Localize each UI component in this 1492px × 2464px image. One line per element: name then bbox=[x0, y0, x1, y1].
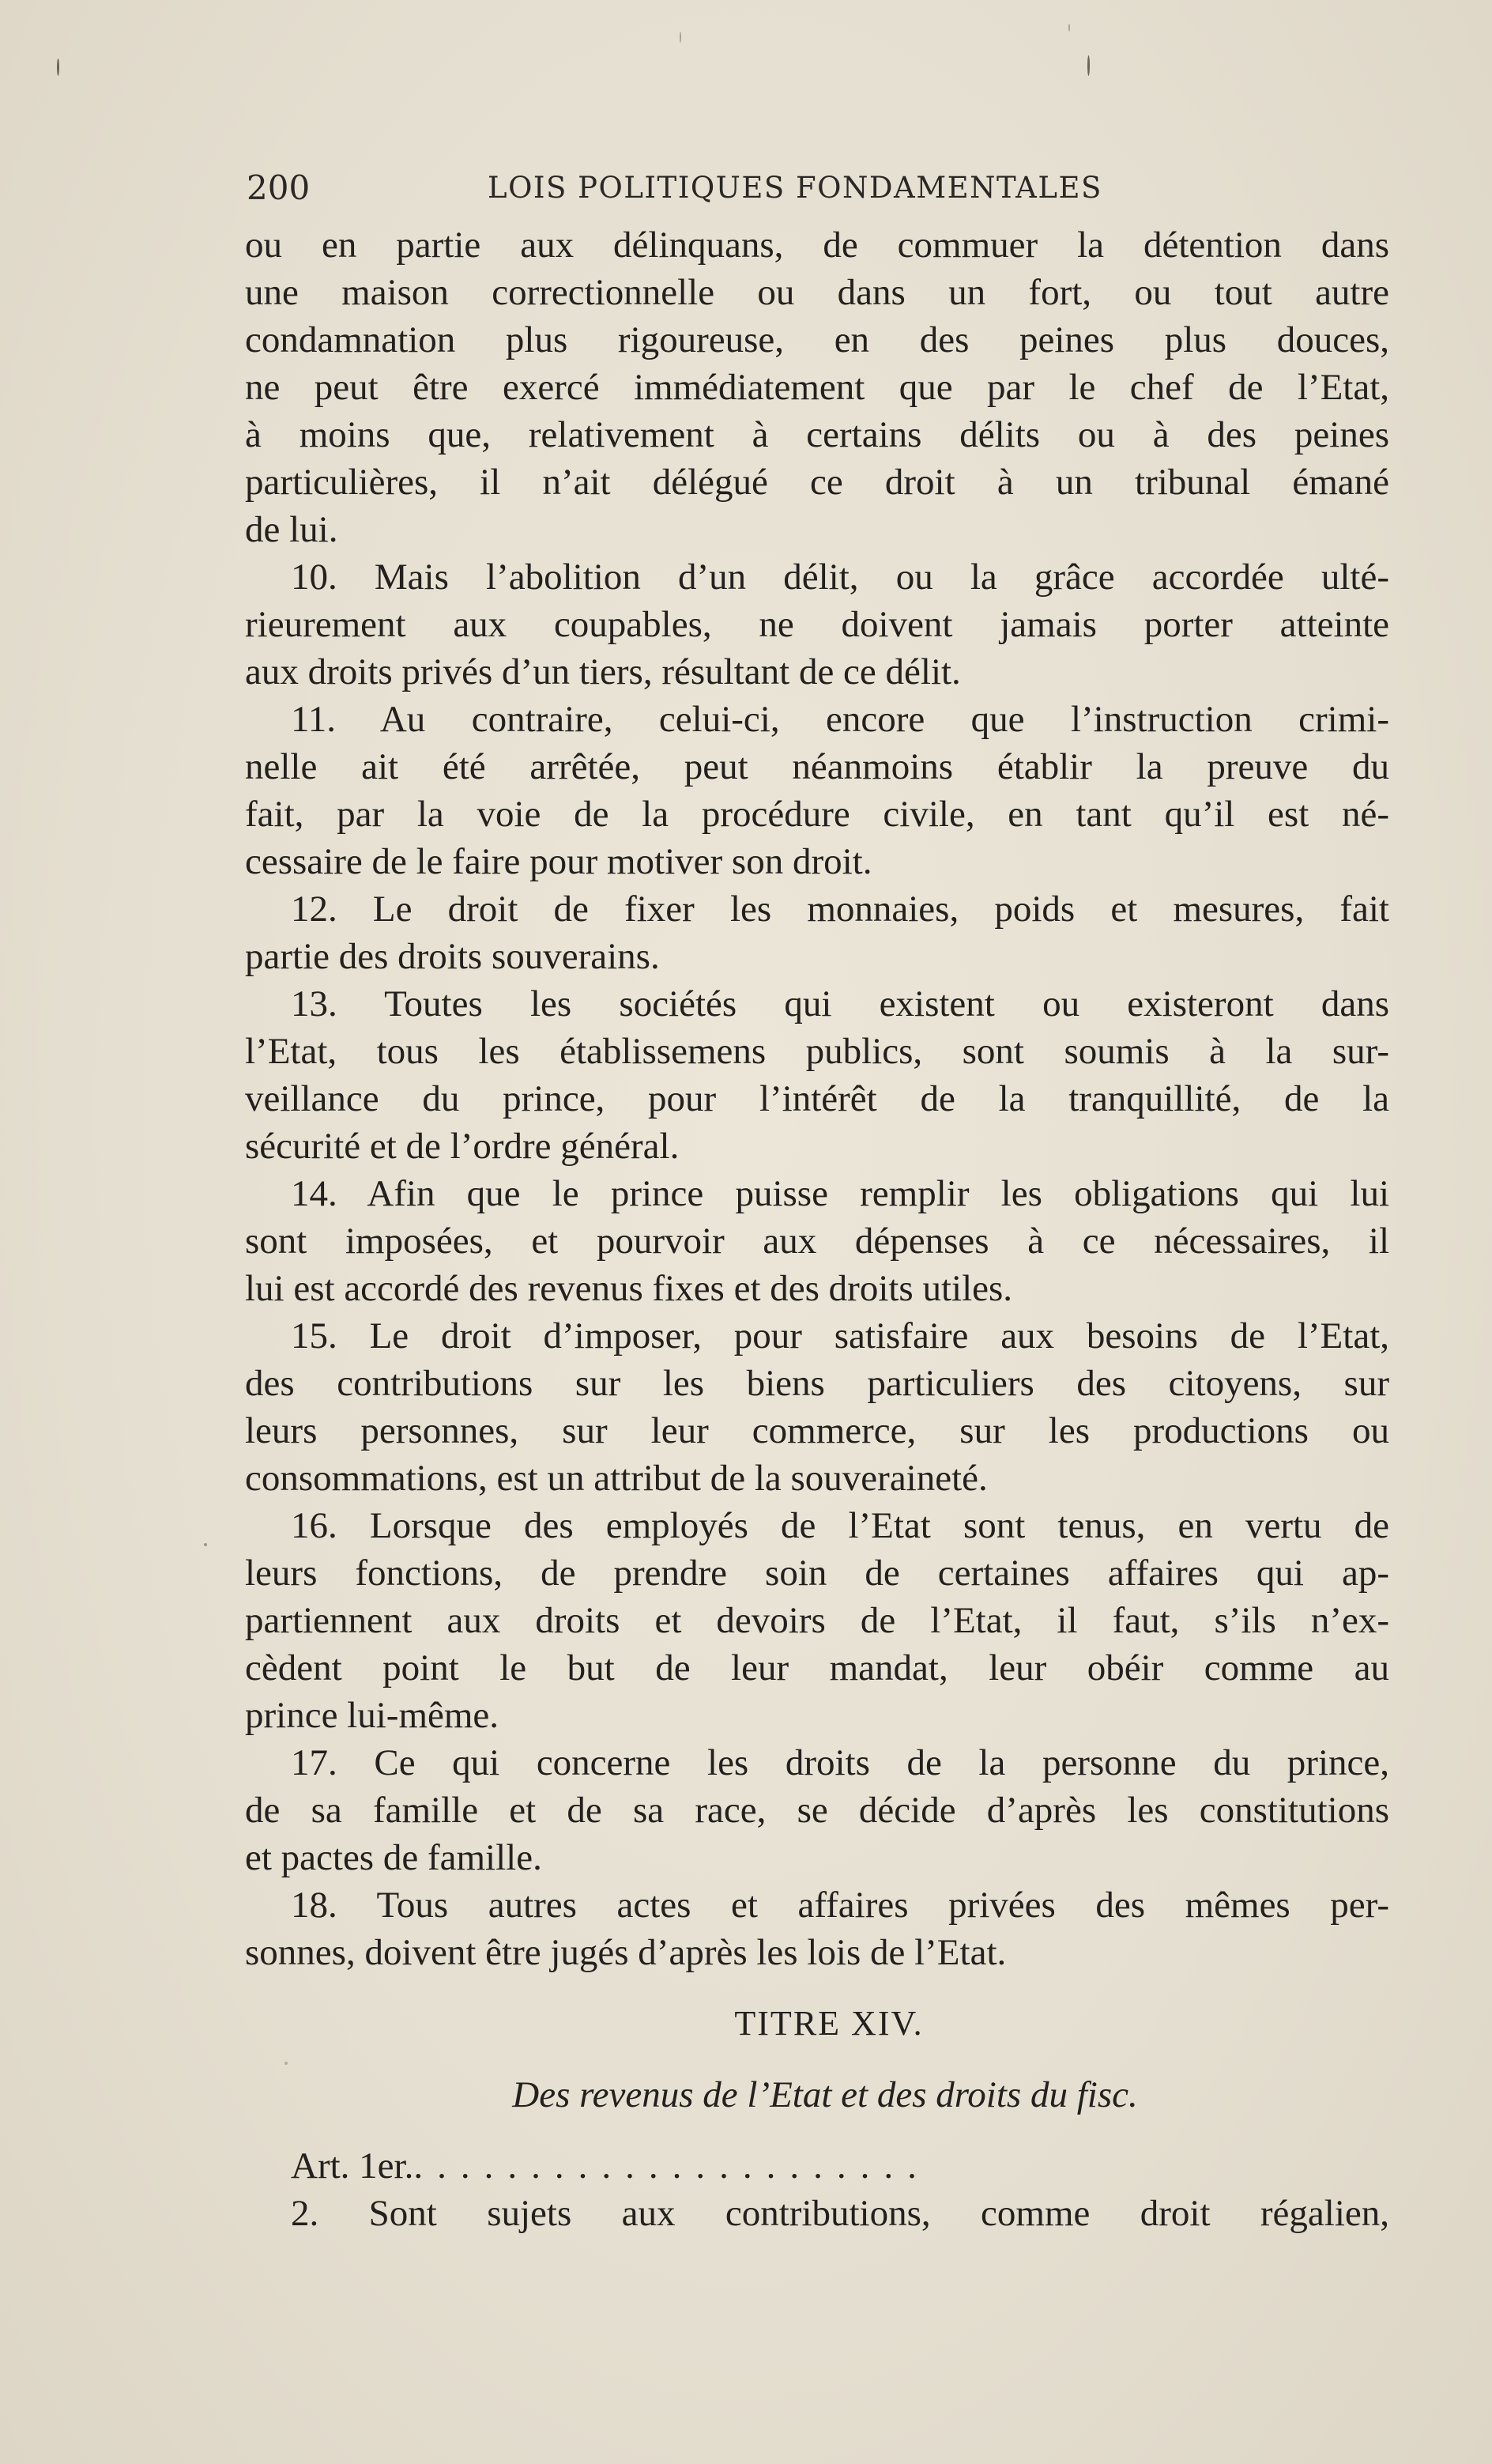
text-line: 18. Tous autres actes et affaires privées des mêmes per- bbox=[291, 1885, 1389, 1926]
text-line: cèdent point le but de leur mandat, leur obéir comme au bbox=[245, 1647, 1389, 1689]
spacer bbox=[245, 1976, 1389, 2000]
text-line: rieurement aux coupables, ne doivent jamais porter atteinte bbox=[245, 604, 1389, 645]
text-line: prince lui-même. bbox=[245, 1695, 499, 1736]
article-13 bbox=[245, 980, 1389, 1170]
spacer bbox=[245, 2119, 1389, 2142]
margin-speck bbox=[1068, 24, 1070, 32]
text-line: fait, par la voie de la procédure civile, en tant qu’il est né- bbox=[245, 794, 1389, 835]
text-line: 17. Ce qui concerne les droits de la personne du prince, bbox=[291, 1742, 1389, 1783]
text-line: 11. Au contraire, celui-ci, encore que l’instruction crimi- bbox=[291, 699, 1389, 740]
article-17 bbox=[245, 1739, 1389, 1881]
text-line: 13. Toutes les sociétés qui existent ou existeront dans bbox=[291, 983, 1389, 1024]
margin-speck bbox=[1087, 55, 1090, 76]
text-line: de lui. bbox=[245, 509, 338, 550]
text-line: et pactes de famille. bbox=[245, 1837, 542, 1878]
text-line: sonnes, doivent être jugés d’après les lois de l’Etat. bbox=[245, 1932, 1007, 1973]
text-line: 10. Mais l’abolition d’un délit, ou la grâce accordée ulté- bbox=[291, 557, 1389, 598]
text-line: 12. Le droit de fixer les monnaies, poids et mesures, fait bbox=[291, 889, 1389, 930]
page-number: 200 bbox=[247, 168, 311, 207]
text-line: ou en partie aux délinquans, de commuer la détention dans bbox=[245, 225, 1389, 266]
spacer bbox=[245, 2047, 1389, 2071]
text-line: partiennent aux droits et devoirs de l’Etat, il faut, s’ils n’ex- bbox=[245, 1600, 1389, 1641]
text-line: 15. Le droit d’imposer, pour satisfaire aux besoins de l’Etat, bbox=[291, 1315, 1389, 1357]
article-11 bbox=[245, 696, 1389, 885]
text-line: une maison correctionnelle ou dans un fort, ou tout autre bbox=[245, 272, 1389, 313]
article-12 bbox=[245, 885, 1389, 980]
text-line: aux droits privés d’un tiers, résultant de ce délit. bbox=[245, 651, 961, 692]
text-line: 16. Lorsque des employés de l’Etat sont tenus, en vertu de bbox=[291, 1505, 1389, 1546]
article-2-line: 2. Sont sujets aux contributions, comme droit régalien, bbox=[291, 2193, 1389, 2234]
text-line: veillance du prince, pour l’intérêt de la tranquillité, de la bbox=[245, 1078, 1389, 1119]
text-line: de sa famille et de sa race, se décide d’après les constitutions bbox=[245, 1790, 1389, 1831]
article-14 bbox=[245, 1170, 1389, 1312]
text-line: consommations, est un attribut de la souveraineté. bbox=[245, 1458, 988, 1499]
body-text bbox=[245, 221, 1389, 2237]
text-line: sont imposées, et pourvoir aux dépenses à ce nécessaires, il bbox=[245, 1221, 1389, 1262]
margin-speck bbox=[680, 32, 681, 43]
article-15 bbox=[245, 1312, 1389, 1502]
text-line: particulières, il n’ait délégué ce droit à un tribunal émané bbox=[245, 462, 1389, 503]
text-line: ne peut être exercé immédiatement que par le chef de l’Etat, bbox=[245, 367, 1389, 408]
text-line: partie des droits souverains. bbox=[245, 936, 660, 977]
text-line: 14. Afin que le prince puisse remplir les obligations qui lui bbox=[291, 1173, 1389, 1214]
article-16 bbox=[245, 1502, 1389, 1739]
text-line: condamnation plus rigoureuse, en des peines plus douces, bbox=[245, 319, 1389, 360]
margin-speck bbox=[204, 1543, 207, 1546]
article-18 bbox=[245, 1881, 1389, 1976]
paragraph-continuation bbox=[245, 221, 1389, 553]
text-line: cessaire de le faire pour motiver son droit. bbox=[245, 841, 872, 882]
running-head: LOIS POLITIQUES FONDAMENTALES bbox=[488, 171, 1102, 205]
article-10 bbox=[245, 553, 1389, 696]
text-line: à moins que, relativement à certains délits ou à des peines bbox=[245, 414, 1389, 455]
page-header bbox=[247, 164, 1155, 212]
text-line: des contributions sur les biens particuliers des citoyens, sur bbox=[245, 1363, 1389, 1404]
article-1-line bbox=[245, 2142, 1389, 2190]
section-title: TITRE XIV. bbox=[734, 2004, 924, 2043]
text-line: lui est accordé des revenus fixes et des droits utiles. bbox=[245, 1268, 1013, 1309]
article-1-label: Art. 1er. bbox=[291, 2145, 414, 2187]
text-line: leurs personnes, sur leur commerce, sur les productions ou bbox=[245, 1410, 1389, 1451]
text-line: l’Etat, tous les établissemens publics, sont soumis à la sur- bbox=[245, 1031, 1389, 1072]
text-line: leurs fonctions, de prendre soin de certaines affaires qui ap- bbox=[245, 1553, 1389, 1594]
margin-speck bbox=[57, 58, 59, 76]
text-line: nelle ait été arrêtée, peut néanmoins établir la preuve du bbox=[245, 746, 1389, 787]
text-line: sécurité et de l’ordre général. bbox=[245, 1126, 680, 1167]
section-subtitle: Des revenus de l’Etat et des droits du fisc. bbox=[512, 2074, 1138, 2115]
dot-leader: ...................... bbox=[413, 2145, 931, 2187]
